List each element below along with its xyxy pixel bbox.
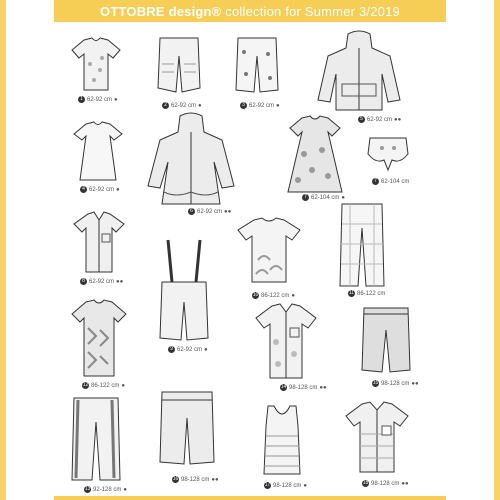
- label-17: 17 98-128 cm ●: [264, 482, 307, 489]
- label-7b: 7 62-104 cm: [372, 178, 411, 185]
- label-18: 18 98-128 cm ●●: [362, 480, 409, 487]
- collar-shirt-drawing: [68, 210, 130, 276]
- garment-ruffle-top: [66, 120, 130, 184]
- garment-long-shorts: [156, 388, 218, 470]
- label-8: 8 62-92 cm ●●: [80, 278, 123, 285]
- label-7: 7 62-104 cm ●: [302, 194, 345, 201]
- garment-geometric-tee: [66, 298, 132, 380]
- garment-suspender-shorts: [154, 236, 214, 346]
- garment-collar-shirt: [68, 210, 130, 276]
- page-title: [100, 4, 400, 19]
- ruffle-top-drawing: [66, 120, 130, 184]
- shorts-drawing: [154, 34, 204, 96]
- label-11: 11 86-122 cm: [348, 290, 386, 297]
- tank-top-drawing: [254, 402, 310, 478]
- garment-rainbow-tee: [232, 216, 306, 288]
- garment-button-shirt: [250, 302, 322, 382]
- long-shorts-drawing: [156, 388, 218, 470]
- garment-tank-top: [254, 402, 310, 478]
- garment-grid: [54, 26, 446, 496]
- garment-t-shirt: [66, 34, 126, 94]
- label-1: 1 62-92 cm ●: [78, 96, 118, 103]
- garment-hoodie-jacket: [316, 30, 402, 114]
- garment-patterned-pants: [232, 34, 282, 96]
- header-band: [54, 0, 446, 22]
- button-shirt-drawing: [250, 302, 322, 382]
- garment-shorts: [154, 34, 204, 96]
- right-border: [494, 0, 500, 500]
- garment-plaid-cargo-pants: [336, 200, 388, 290]
- collection-subtitle: collection for Summer 3/2019: [225, 3, 400, 19]
- geometric-tee-drawing: [66, 298, 132, 380]
- suspender-shorts-drawing: [154, 236, 214, 346]
- garment-hooded-ruffle-jacket: [146, 112, 236, 212]
- label-16: 16 98-128 cm ●●: [172, 476, 219, 483]
- left-border: [0, 0, 6, 500]
- footer-band: [54, 496, 446, 500]
- chino-shorts-drawing: [358, 304, 414, 378]
- garment-striped-shirt: [340, 400, 414, 476]
- bloomers-drawing: [366, 134, 410, 174]
- label-10: 10 86-122 cm ●: [252, 292, 295, 299]
- garment-striped-pants: [68, 394, 124, 484]
- label-5: 5 62-92 cm ●●: [358, 116, 401, 123]
- garment-bloomers: [366, 134, 410, 174]
- label-14: 14 98-128 cm ●●: [280, 384, 327, 391]
- label-9: 9 62-92 cm ●: [168, 346, 208, 353]
- collar-dress-drawing: [280, 114, 350, 196]
- label-2: 2 62-92 cm ●: [162, 102, 202, 109]
- hoodie-jacket-drawing: [316, 30, 402, 114]
- label-15: 15 98-128 cm ●●: [372, 380, 419, 387]
- striped-pants-drawing: [68, 394, 124, 484]
- garment-collar-dress: [280, 114, 350, 196]
- brand-name: OTTOBRE design®: [100, 3, 222, 19]
- plaid-cargo-pants-drawing: [336, 200, 388, 290]
- striped-shirt-drawing: [340, 400, 414, 476]
- garment-chino-shorts: [358, 304, 414, 378]
- patterned-pants-drawing: [232, 34, 282, 96]
- label-6: 6 62-92 cm ●●: [188, 208, 231, 215]
- label-12: 12 86-122 cm ●: [82, 382, 125, 389]
- label-13: 13 92-128 cm ●: [84, 486, 127, 493]
- label-3: 3 62-92 cm ●: [240, 102, 280, 109]
- label-4: 4 62-92 cm ●: [80, 186, 120, 193]
- hooded-ruffle-jacket-drawing: [146, 112, 236, 212]
- t-shirt-drawing: [66, 34, 126, 94]
- rainbow-tee-drawing: [232, 216, 306, 288]
